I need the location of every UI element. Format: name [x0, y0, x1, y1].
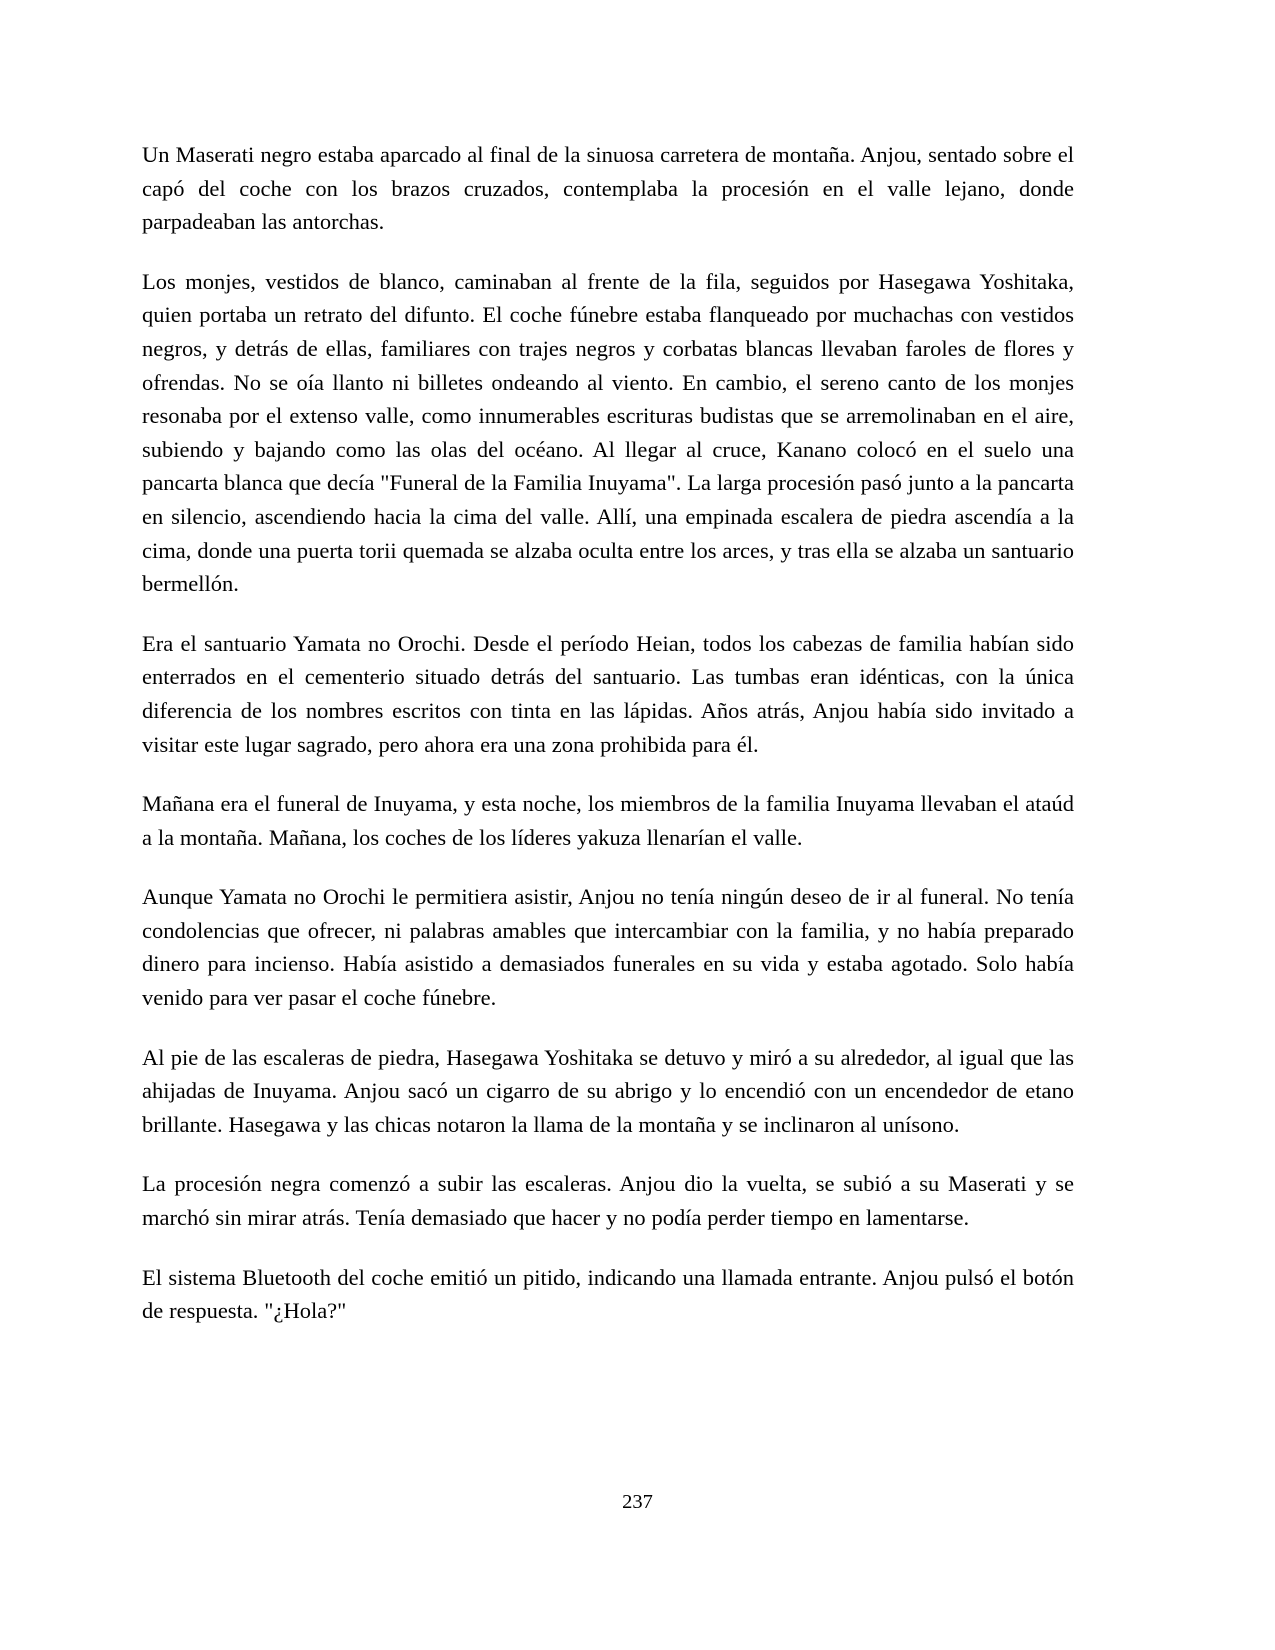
paragraph: Los monjes, vestidos de blanco, caminaban al frente de la fila, seguidos por Hasegawa Yoshitaka, quien portaba un retrato del difunto. El coche fúnebre estaba flanqueado por muchachas con vestidos negros, y detrás de ellas, familiares con trajes negros y corbatas blancas llevaban faroles de flores y ofrendas. No se oía llanto ni billetes ondeando al viento. En cambio, el sereno canto de los monjes resonaba por el extenso valle, como innumerables escrituras budistas que se arremolinaban en el aire, subiendo y bajando como las olas del océano. Al llegar al cruce, Kanano colocó en el suelo una pancarta blanca que decía "Funeral de la Familia Inuyama". La larga procesión pasó junto a la pancarta en silencio, ascendiendo hacia la cima del valle. Allí, una empinada escalera de piedra ascendía a la cima, donde una puerta torii quemada se alzaba oculta entre los arces, y tras ella se alzaba un santuario bermellón.	[142, 268, 1074, 597]
paragraph: La procesión negra comenzó a subir las escaleras. Anjou dio la vuelta, se subió a su Maserati y se marchó sin mirar atrás. Tenía demasiado que hacer y no podía perder tiempo en lamentarse.	[142, 1171, 1074, 1231]
paragraph: Al pie de las escaleras de piedra, Hasegawa Yoshitaka se detuvo y miró a su alrededor, al igual que las ahijadas de Inuyama. Anjou sacó un cigarro de su abrigo y lo encendió con un encendedor de etano brillante. Hasegawa y las chicas notaron la llama de la montaña y se inclinaron al unísono.	[142, 1044, 1074, 1137]
body-text-column	[142, 138, 1074, 1328]
page-number: 237	[622, 1491, 653, 1513]
paragraph: Aunque Yamata no Orochi le permitiera asistir, Anjou no tenía ningún deseo de ir al funeral. No tenía condolencias que ofrecer, ni palabras amables que intercambiar con la familia, y no había preparado dinero para incienso. Había asistido a demasiados funerales en su vida y estaba agotado. Solo había venido para ver pasar el coche fúnebre.	[142, 884, 1074, 1011]
paragraph: El sistema Bluetooth del coche emitió un pitido, indicando una llamada entrante. Anjou pulsó el botón de respuesta. "¿Hola?"	[142, 1264, 1074, 1324]
paragraph: Mañana era el funeral de Inuyama, y esta noche, los miembros de la familia Inuyama llevaban el ataúd a la montaña. Mañana, los coches de los líderes yakuza llenarían el valle.	[142, 791, 1074, 850]
paragraph: Era el santuario Yamata no Orochi. Desde el período Heian, todos los cabezas de familia habían sido enterrados en el cementerio situado detrás del santuario. Las tumbas eran idénticas, con la única diferencia de los nombres escritos con tinta en las lápidas. Años atrás, Anjou había sido invitado a visitar este lugar sagrado, pero ahora era una zona prohibida para él.	[142, 630, 1074, 757]
paragraph: Un Maserati negro estaba aparcado al final de la sinuosa carretera de montaña. Anjou, sentado sobre el capó del coche con los brazos cruzados, contemplaba la procesión en el valle lejano, donde parpadeaban las antorchas.	[142, 142, 1074, 235]
